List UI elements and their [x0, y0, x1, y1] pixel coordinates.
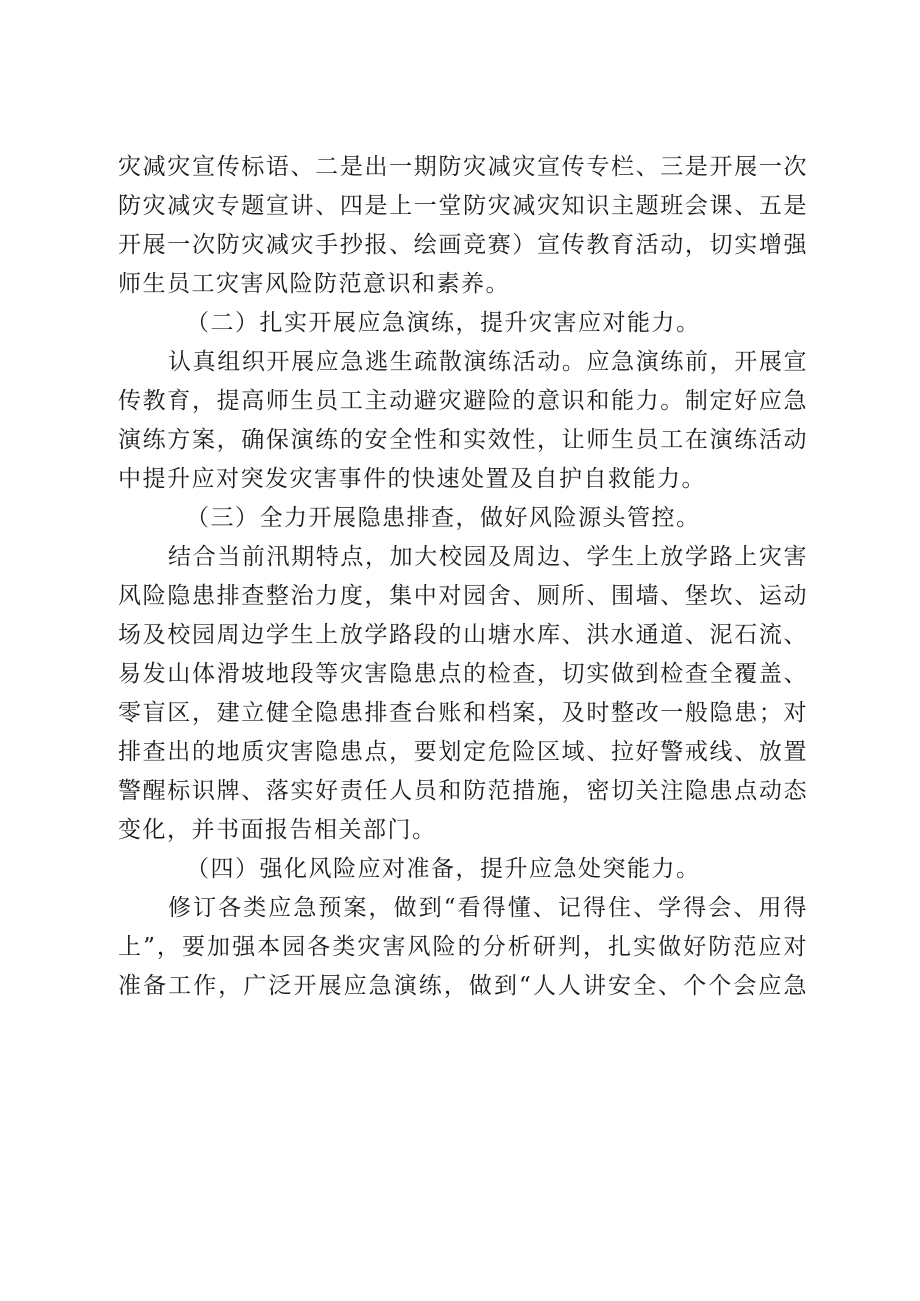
document-page — [118, 148, 808, 1006]
paragraph-line: 结合当前汛期特点，加大校园及周边、学生上放学路上灾害 — [168, 544, 808, 570]
paragraph-line: 认真组织开展应急逃生疏散演练活动。应急演练前，开展宣 — [168, 349, 808, 375]
paragraph-line: 警醒标识牌、落实好责任人员和防范措施，密切关注隐患点动态 — [118, 778, 808, 804]
paragraph-line: 准备工作，广泛开展应急演练，做到“人人讲安全、个个会应急 — [118, 973, 808, 999]
paragraph-line: 灾减灾宣传标语、二是出一期防灾减灾宣传专栏、三是开展一次 — [118, 154, 808, 180]
section-heading-3: （三）全力开展隐患排查，做好风险源头管控。 — [186, 505, 701, 531]
paragraph-line: 防灾减灾专题宣讲、四是上一堂防灾减灾知识主题班会课、五是 — [118, 193, 808, 219]
paragraph-line: 修订各类应急预案，做到“看得懂、记得住、学得会、用得 — [168, 895, 808, 921]
paragraph-line: 排查出的地质灾害隐患点，要划定危险区域、拉好警戒线、放置 — [118, 739, 808, 765]
paragraph-line: 上”，要加强本园各类灾害风险的分析研判，扎实做好防范应对 — [118, 934, 808, 960]
paragraph-line: 中提升应对突发灾害事件的快速处置及自护自救能力。 — [118, 466, 706, 492]
paragraph-line: 师生员工灾害风险防范意识和素养。 — [118, 271, 510, 297]
section-heading-2: （二）扎实开展应急演练，提升灾害应对能力。 — [186, 310, 701, 336]
section-heading-4: （四）强化风险应对准备，提升应急处突能力。 — [186, 856, 701, 882]
paragraph-line: 开展一次防灾减灾手抄报、绘画竞赛）宣传教育活动，切实增强 — [118, 232, 808, 258]
paragraph-line: 演练方案，确保演练的安全性和实效性，让师生员工在演练活动 — [118, 427, 808, 453]
paragraph-line: 易发山体滑坡地段等灾害隐患点的检查，切实做到检查全覆盖、 — [118, 661, 808, 687]
paragraph-line: 风险隐患排查整治力度，集中对园舍、厕所、围墙、堡坎、运动 — [118, 583, 808, 609]
paragraph-line: 变化，并书面报告相关部门。 — [118, 817, 437, 843]
paragraph-line: 零盲区，建立健全隐患排查台账和档案，及时整改一般隐患；对 — [118, 700, 808, 726]
paragraph-line: 场及校园周边学生上放学路段的山塘水库、洪水通道、泥石流、 — [118, 622, 808, 648]
paragraph-line: 传教育，提高师生员工主动避灾避险的意识和能力。制定好应急 — [118, 388, 808, 414]
